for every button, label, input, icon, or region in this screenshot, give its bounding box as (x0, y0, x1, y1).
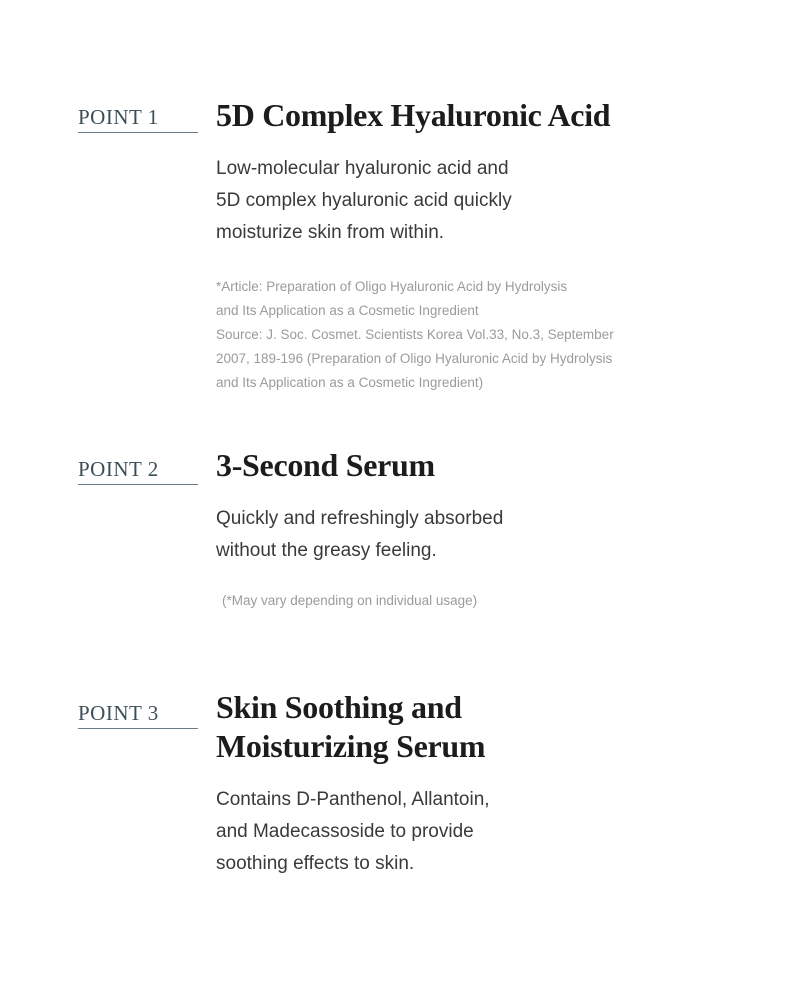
point-body-2 (216, 446, 736, 613)
point-title-3: Skin Soothing and Moisturizing Serum (216, 689, 486, 765)
point-note-1: *Article: Preparation of Oligo Hyaluronic Acid by Hydrolysis and Its Application as a Cosmetic Ingredient Source: J. Soc. Cosmet. Scientists Korea Vol.33, No.3, September 2007, 189-196 (Preparation of Oligo Hyaluronic Acid by Hydrolysis and Its Application as a Cosmetic Ingredient) (216, 278, 614, 390)
point-description-2: Quickly and refreshingly absorbed without the greasy feeling. (216, 508, 504, 561)
point-label-2: POINT 2 (78, 458, 198, 485)
point-body-3 (216, 688, 736, 880)
point-description-1: Low-molecular hyaluronic acid and 5D complex hyaluronic acid quickly moisturize skin from within. (216, 158, 512, 243)
point-label-3: POINT 3 (78, 702, 198, 729)
point-title-2: 3-Second Serum (216, 447, 435, 483)
point-title-1: 5D Complex Hyaluronic Acid (216, 97, 611, 133)
point-body-1 (216, 96, 736, 395)
point-note-2: (*May vary depending on individual usage) (222, 592, 478, 608)
point-description-3: Contains D-Panthenol, Allantoin, and Madecassoside to provide soothing effects to skin. (216, 789, 490, 874)
point-label-1: POINT 1 (78, 106, 198, 133)
